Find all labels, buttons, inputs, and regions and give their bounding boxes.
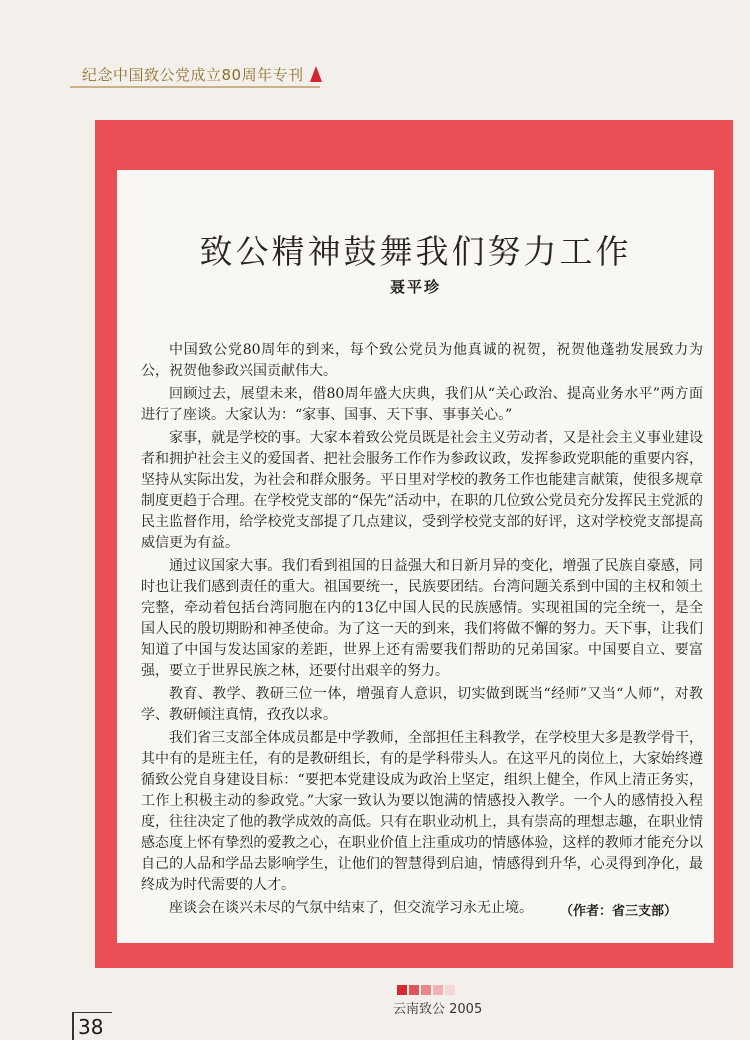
header-rule bbox=[70, 86, 320, 88]
paragraph: 座谈会在谈兴未尽的气氛中结束了，但交流学习永无止境。 bbox=[169, 900, 533, 916]
page-number: 38 bbox=[78, 1015, 104, 1039]
article-body bbox=[141, 340, 703, 921]
article-author: 聂平珍 bbox=[389, 278, 441, 296]
article-signature: （作者：省三支部） bbox=[560, 904, 678, 919]
footer-square bbox=[421, 985, 431, 995]
paragraph: 通过议国家大事。我们看到祖国的日益强大和日新月异的变化，增强了民族自豪感，同时也让我们感到责任的重大。祖国要统一，民族要团结。台湾问题关系到中国的主权和领土完整，牵动着包括台湾同胞在内的13亿中国人民的民族感情。实现祖国的完全统一，是全国人民的殷切期盼和神圣使命。为了这一天的到来，我们将做不懈的努力。天下事，让我们知道了中国与发达国家的差距，世界上还有需要我们帮助的兄弟国家。中国要自立、要富强，要立于世界民族之林，还要付出艰辛的努力。 bbox=[141, 558, 703, 679]
running-header: 纪念中国致公党成立80周年专刊 bbox=[82, 66, 304, 84]
footer-squares bbox=[397, 985, 455, 995]
page-number-rule bbox=[72, 1012, 74, 1040]
paragraph: 我们省三支部全体成员都是中学教师，全部担任主科教学，在学校里大多是教学骨干，其中有的是班主任，有的是教研组长，有的是学科带头人。在这平凡的岗位上，大家始终遵循致公党自身建设目标：“要把本党建设成为政治上坚定，组织上健全，作风上清正务实，工作上积极主动的参政党。”大家一致认为要以饱满的情感投入教学。一个人的感情投入程度，往往决定了他的教学成效的高低。只有在职业动机上，具有崇高的理想志趣，在职业情感态度上怀有挚烈的爱教之心，在职业价值上注重成功的情感体验，这样的教师才能充分以自己的人品和学品去影响学生，让他们的智慧得到启迪，情感得到升华，心灵得到净化，最终成为时代需要的人才。 bbox=[141, 730, 703, 893]
footer-square bbox=[397, 985, 407, 995]
paragraph: 中国致公党80周年的到来，每个致公党员为他真诚的祝贺，祝贺他蓬勃发展致力为公，祝贺他参政兴国贡献伟大。 bbox=[141, 342, 703, 379]
page-number-rule bbox=[72, 1012, 112, 1013]
paragraph: 教育、教学、教研三位一体，增强育人意识，切实做到既当“经师”又当“人师”，对教学、教研倾注真情，孜孜以求。 bbox=[141, 686, 703, 723]
footer-square bbox=[433, 985, 443, 995]
footer-square bbox=[445, 985, 455, 995]
flag-icon bbox=[310, 66, 322, 82]
paragraph: 家事，就是学校的事。大家本着致公党员既是社会主义劳动者，又是社会主义事业建设者和拥护社会主义的爱国者、把社会服务工作作为参政议政，发挥参政党职能的重要内容，坚持从实际出发，为社会和群众服务。平日里对学校的教务工作也能建言献策，使很多规章制度更趋于合理。在学校党支部的“保先”活动中，在职的几位致公党员充分发挥民主党派的民主监督作用，给学校党支部提了几点建议，受到学校党支部的好评，这对学校党支部提高威信更为有益。 bbox=[141, 430, 703, 551]
article-title: 致公精神鼓舞我们努力工作 bbox=[199, 232, 632, 272]
magazine-name: 云南致公 2005 bbox=[393, 1002, 483, 1017]
paragraph: 回顾过去，展望未来，借80周年盛大庆典，我们从“关心政治、提高业务水平”两方面进行了座谈。大家认为：“家事、国事、天下事、事事关心。” bbox=[141, 386, 703, 423]
footer-square bbox=[409, 985, 419, 995]
